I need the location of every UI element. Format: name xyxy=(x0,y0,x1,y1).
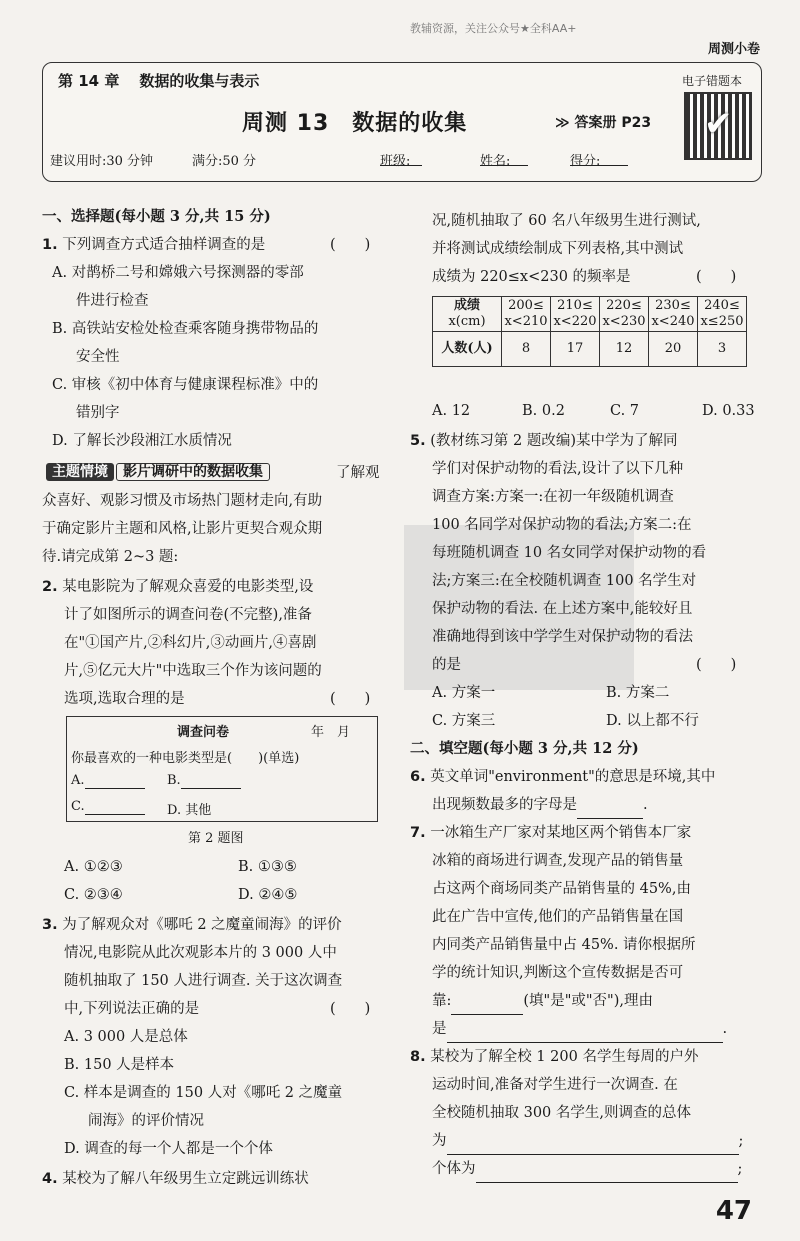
question-number: 7. xyxy=(410,825,426,841)
question-stem: 英文单词"environment"的意思是环境,其中 xyxy=(430,769,716,785)
question-text: 调查方案:方案一:在初一年级随机调查 xyxy=(432,489,674,505)
survey-questionnaire xyxy=(66,716,378,822)
survey-title: 调查问卷 xyxy=(177,725,230,740)
table-count-cell: 3 xyxy=(698,332,747,367)
question-2 xyxy=(42,574,313,600)
theme-text: 于确定影片主题和风格,让影片更契合观众期 xyxy=(42,521,323,537)
option-a[interactable]: A. ①②③ xyxy=(64,859,123,875)
table-range-cell: 200≤ x<210 xyxy=(502,297,551,332)
question-text: 此在广告中宣传,他们的产品销售量在国 xyxy=(432,909,684,925)
answer-blank[interactable] xyxy=(447,1016,723,1043)
question-text: 成绩为 220≤x<230 的频率是 xyxy=(432,269,631,285)
question-text: 保护动物的看法. 在上述方案中,能较好且 xyxy=(432,601,693,617)
answer-blank[interactable] xyxy=(577,792,643,819)
table-count-cell: 12 xyxy=(600,332,649,367)
question-stem: (教材练习第 2 题改编)某中学为了解同 xyxy=(430,433,678,449)
page-number: 47 xyxy=(715,1196,752,1226)
option-a[interactable]: A. 3 000 人是总体 xyxy=(64,1029,188,1045)
question-text: 中,下列说法正确的是 xyxy=(64,1001,200,1017)
option-b-cont: 安全性 xyxy=(76,349,120,365)
table-range-cell: 220≤ x<230 xyxy=(600,297,649,332)
question-1 xyxy=(42,232,265,258)
question-number: 1. xyxy=(42,237,58,253)
page-title: 周测 13 数据的收集 xyxy=(242,111,468,136)
theme-text: 众喜好、观影习惯及市场热门题材走向,有助 xyxy=(42,493,323,509)
answer-paren[interactable]: ( ) xyxy=(330,691,371,707)
question-text: 学们对保护动物的看法,设计了以下几种 xyxy=(432,461,684,477)
option-c[interactable]: C. 7 xyxy=(610,403,640,419)
option-d[interactable]: D. 调查的每一个人都是一个个体 xyxy=(64,1141,273,1157)
survey-option-b: B. xyxy=(167,773,241,789)
full-score: 满分:50 分 xyxy=(192,154,257,169)
top-watermark-note: 教辅资源，关注公众号★全科AA+ xyxy=(410,22,577,35)
question-stem: 某校为了解全校 1 200 名学生每周的户外 xyxy=(430,1049,699,1065)
option-d[interactable]: D. ②④⑤ xyxy=(238,887,298,903)
table-count-cell: 20 xyxy=(649,332,698,367)
question-text: 出现频数最多的字母是 . xyxy=(432,792,648,819)
question-number: 6. xyxy=(410,769,426,785)
question-text: 全校随机抽取 300 名学生,则调查的总体 xyxy=(432,1105,692,1121)
option-a[interactable]: A. 方案一 xyxy=(432,685,496,701)
option-b[interactable]: B. 150 人是样本 xyxy=(64,1057,175,1073)
theme-title: 影片调研中的数据收集 xyxy=(116,463,270,481)
option-b[interactable]: B. 方案二 xyxy=(606,685,670,701)
question-text: 是 . xyxy=(432,1016,727,1043)
question-text: 学的统计知识,判断这个宣传数据是否可 xyxy=(432,965,684,981)
question-number: 8. xyxy=(410,1049,426,1065)
question-number: 5. xyxy=(410,433,426,449)
question-number: 2. xyxy=(42,579,58,595)
table-range-cell: 230≤ x<240 xyxy=(649,297,698,332)
chapter-number: 第 14 章 xyxy=(58,72,120,90)
table-count-cell: 8 xyxy=(502,332,551,367)
question-text: 况,随机抽取了 60 名八年级男生进行测试, xyxy=(432,213,701,229)
table-range-cell: 240≤ x≤250 xyxy=(698,297,747,332)
option-c[interactable]: C. ②③④ xyxy=(64,887,123,903)
time-limit: 建议用时:30 分钟 xyxy=(50,154,154,169)
theme-label: 主题情境 xyxy=(46,463,114,481)
option-a-cont: 件进行检查 xyxy=(76,293,149,309)
answer-blank[interactable] xyxy=(447,1128,739,1155)
option-b[interactable]: B. 0.2 xyxy=(522,403,565,419)
option-b[interactable]: B. ①③⑤ xyxy=(238,859,297,875)
table-header-cell: 成绩 x(cm) xyxy=(433,297,502,332)
question-text: 的是 xyxy=(432,657,461,673)
figure-caption: 第 2 题图 xyxy=(188,831,244,846)
question-text: 片,⑤亿元大片"中选取三个作为该问题的 xyxy=(64,663,322,679)
qr-label: 电子错题本 xyxy=(682,74,743,88)
question-4 xyxy=(42,1166,309,1192)
question-text: 为 ; xyxy=(432,1128,743,1155)
question-text: 靠: (填"是"或"否"),理由 xyxy=(432,988,653,1015)
theme-tag xyxy=(46,459,270,485)
answer-blank[interactable] xyxy=(451,988,523,1015)
question-8 xyxy=(410,1044,698,1070)
option-d[interactable]: D. 以上都不行 xyxy=(606,713,699,729)
score-field[interactable] xyxy=(570,150,628,166)
table-header-cell: 人数(人) xyxy=(433,332,502,367)
question-5 xyxy=(410,428,677,454)
section-fill-heading: 二、填空题(每小题 3 分,共 12 分) xyxy=(410,740,639,757)
question-text: 准确地得到该中学学生对保护动物的看法 xyxy=(432,629,693,645)
class-label: 班级: xyxy=(380,154,411,169)
option-c[interactable]: C. 方案三 xyxy=(432,713,496,729)
answer-reference: ≫ 答案册 P23 xyxy=(555,115,652,131)
table-count-cell: 17 xyxy=(551,332,600,367)
theme-text: 待.请完成第 2~3 题: xyxy=(42,549,179,565)
question-text: 选项,选取合理的是 xyxy=(64,691,185,707)
answer-paren[interactable]: ( ) xyxy=(330,237,371,253)
section-choice-heading: 一、选择题(每小题 3 分,共 15 分) xyxy=(42,208,271,225)
answer-paren[interactable]: ( ) xyxy=(696,657,737,673)
question-text: 内同类产品销售量中占 45%. 请你根据所 xyxy=(432,937,696,953)
survey-date: 年 月 xyxy=(311,725,351,740)
question-stem: 某校为了解八年级男生立定跳远训练状 xyxy=(62,1171,309,1187)
option-a[interactable]: A. 12 xyxy=(432,403,471,419)
question-text: 运动时间,准备对学生进行一次调查. 在 xyxy=(432,1077,678,1093)
question-number: 3. xyxy=(42,917,58,933)
question-stem: 某电影院为了解观众喜爱的电影类型,设 xyxy=(62,579,314,595)
option-c[interactable]: C. 样本是调查的 150 人对《哪吒 2 之魔童 xyxy=(64,1085,343,1101)
section-tag: 周测小卷 xyxy=(707,42,760,57)
chapter-heading xyxy=(58,70,259,91)
question-stem: 为了解观众对《哪吒 2 之魔童闹海》的评价 xyxy=(62,917,342,933)
question-text: 计了如图所示的调查问卷(不完整),准备 xyxy=(64,607,312,623)
option-c-cont: 闹海》的评价情况 xyxy=(88,1113,204,1129)
option-c[interactable]: C. 审核《初中体育与健康课程标准》中的 xyxy=(52,377,319,393)
score-label: 得分: xyxy=(570,154,601,169)
option-b[interactable]: B. 高铁站安检处检查乘客随身携带物品的 xyxy=(52,321,319,337)
option-d[interactable]: D. 了解长沙段湘江水质情况 xyxy=(52,433,232,449)
check-icon: ✔ xyxy=(704,104,733,144)
question-text: 个体为 ; xyxy=(432,1156,742,1183)
class-field[interactable] xyxy=(380,150,422,166)
question-text: 随机抽取了 150 人进行调查. 关于这次调查 xyxy=(64,973,343,989)
question-text: 情况,电影院从此次观影本片的 3 000 人中 xyxy=(64,945,337,961)
table-range-cell: 210≤ x<220 xyxy=(551,297,600,332)
question-7 xyxy=(410,820,691,846)
name-field[interactable] xyxy=(480,150,528,166)
question-text: 100 名同学对保护动物的看法;方案二:在 xyxy=(432,517,692,533)
answer-blank[interactable] xyxy=(476,1156,738,1183)
survey-option-a: A. xyxy=(71,773,145,789)
option-a[interactable]: A. 对鹊桥二号和嫦娥六号探测器的零部 xyxy=(52,265,304,281)
question-6 xyxy=(410,764,715,790)
question-number: 4. xyxy=(42,1171,58,1187)
theme-text: 了解观 xyxy=(336,465,380,481)
answer-paren[interactable]: ( ) xyxy=(330,1001,371,1017)
answer-paren[interactable]: ( ) xyxy=(696,269,737,285)
qr-code[interactable] xyxy=(684,92,752,160)
question-text: 并将测试成绩绘制成下列表格,其中测试 xyxy=(432,241,684,257)
option-c-cont: 错别字 xyxy=(76,405,120,421)
question-text: 每班随机调查 10 名女同学对保护动物的看 xyxy=(432,545,707,561)
option-d[interactable]: D. 0.33 xyxy=(702,403,755,419)
survey-option-c: C. xyxy=(71,799,145,815)
survey-option-d: D. 其他 xyxy=(167,803,212,818)
question-text: 冰箱的商场进行调查,发现产品的销售量 xyxy=(432,853,684,869)
name-label: 姓名: xyxy=(480,154,511,169)
question-stem: 一冰箱生产厂家对某地区两个销售本厂家 xyxy=(430,825,692,841)
question-text: 在"①国产片,②科幻片,③动画片,④喜剧 xyxy=(64,635,317,651)
chapter-title: 数据的收集与表示 xyxy=(139,72,260,90)
score-table xyxy=(432,296,747,367)
question-text: 占这两个商场同类产品销售量的 45%,由 xyxy=(432,881,691,897)
question-3 xyxy=(42,912,342,938)
survey-question: 你最喜欢的一种电影类型是( )(单选) xyxy=(71,751,300,766)
question-text: 法;方案三:在全校随机调查 100 名学生对 xyxy=(432,573,697,589)
question-stem: 下列调查方式适合抽样调查的是 xyxy=(62,237,266,253)
